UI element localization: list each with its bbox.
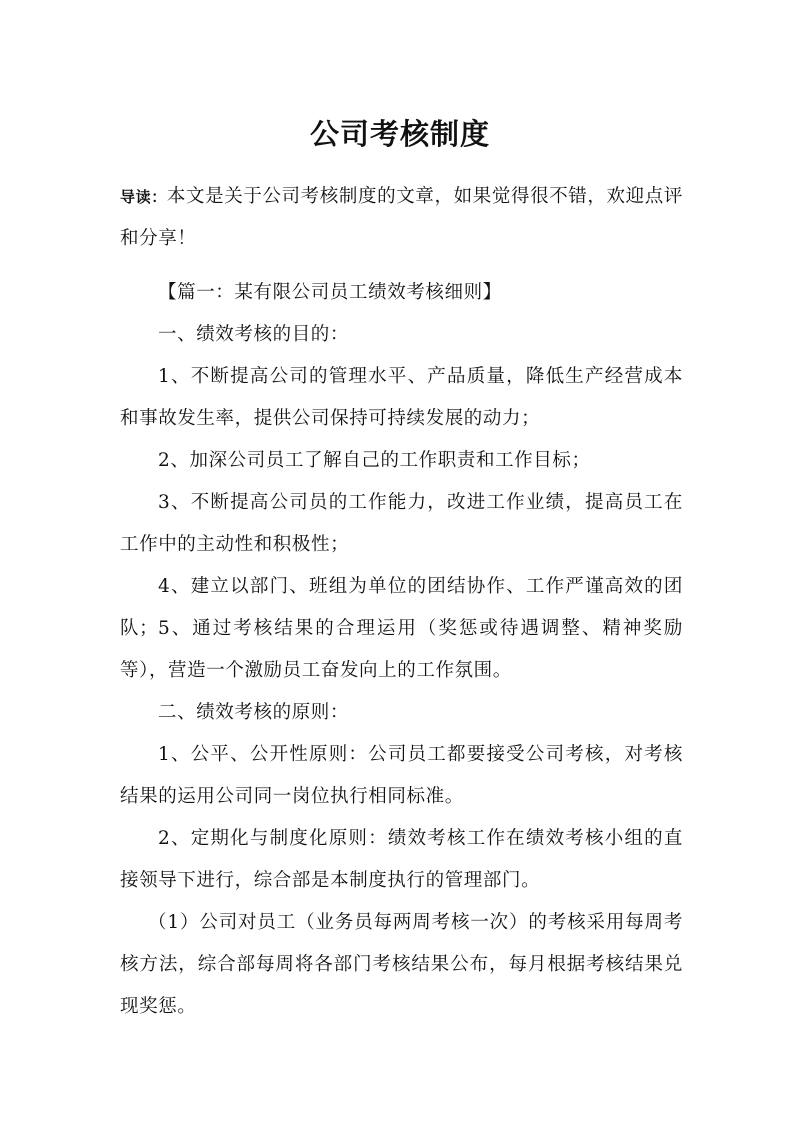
lead-text: 本文是关于公司考核制度的文章，如果觉得很不错，欢迎点评和分享！ [120,186,683,249]
paragraph-purpose-2: 2、加深公司员工了解自己的工作职责和工作目标； [158,450,591,471]
paragraph-purpose-4: 4、建立以部门、班组为单位的团结协作、工作严谨高效的团队； [120,576,683,639]
section-heading-chapter-1: 【篇一：某有限公司员工绩效考核细则】 [158,282,502,303]
section-heading-purpose: 一、绩效考核的目的： [158,324,350,345]
paragraph-purpose-1: 1、不断提高公司的管理水平、产品质量，降低生产经营成本和事故发生率，提供公司保持可持续发展的动力； [120,366,683,429]
paragraph-purpose-5: 5、通过考核结果的合理运用（奖惩或待遇调整、精神奖励等），营造一个激励员工奋发向上的工作氛围。 [120,618,683,681]
paragraph-principle-2: 2、定期化与制度化原则：绩效考核工作在绩效考核小组的直接领导下进行，综合部是本制度执行的管理部门。 [120,828,683,891]
paragraph-principle-2-item-1: （1）公司对员工（业务员每两周考核一次）的考核采用每周考核方法，综合部每周将各部门考核结果公布，每月根据考核结果兑现奖惩。 [120,912,683,1017]
lead-label: 导读： [120,188,167,206]
document-title: 公司考核制度 [309,117,490,151]
paragraph-principle-1: 1、公平、公开性原则：公司员工都要接受公司考核，对考核结果的运用公司同一岗位执行相同标准。 [120,744,683,807]
section-heading-principles: 二、绩效考核的原则： [158,702,350,723]
paragraph-purpose-3: 3、不断提高公司员的工作能力，改进工作业绩，提高员工在工作中的主动性和积极性； [120,492,683,555]
lead-paragraph [120,176,683,260]
